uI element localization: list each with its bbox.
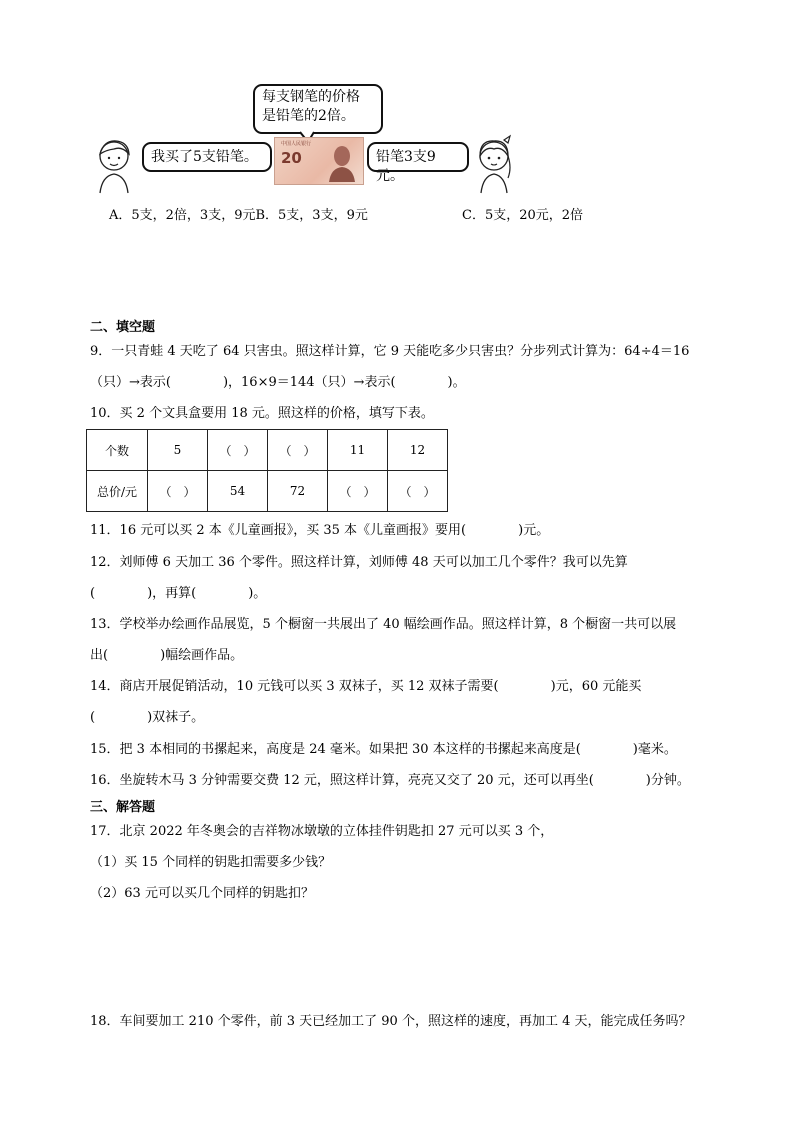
table-cell[interactable]: （ ） <box>328 471 388 512</box>
speech-text-left: 我买了5支铅笔。 <box>151 149 258 165</box>
banknote-value: 20 <box>281 149 302 167</box>
option-c[interactable]: C．5支，20元，2倍 <box>462 208 584 223</box>
speech-bubble-top <box>253 84 383 134</box>
question-14-line2: ( )双袜子。 <box>90 710 205 725</box>
question-13-line1: 13．学校举办绘画作品展览，5 个橱窗一共展出了 40 幅绘画作品。照这样计算，8 个橱窗一共可以展 <box>90 617 677 632</box>
table-row <box>87 430 448 471</box>
question-16: 16．坐旋转木马 3 分钟需要交费 12 元，照这样计算，亮亮又交了 20 元，还可以再坐( )分钟。 <box>90 773 690 788</box>
question-13-line2: 出( )幅绘画作品。 <box>90 648 244 663</box>
question-9-line1: 9．一只青蛙 4 天吃了 64 只害虫。照这样计算，它 9 天能吃多少只害虫？分步列式计算为：64÷4＝16 <box>90 344 690 359</box>
question-12-line2: ( )，再算( )。 <box>90 586 267 601</box>
question-14-line1: 14．商店开展促销活动，10 元钱可以买 3 双袜子，买 12 双袜子需要( )元，60 元能买 <box>90 679 642 694</box>
table-cell: 个数 <box>87 430 148 471</box>
price-table <box>86 429 448 512</box>
table-cell: 72 <box>268 471 328 512</box>
question-9-line2: （只）→表示( )，16×9＝144（只）→表示( )。 <box>90 375 466 390</box>
option-b[interactable]: B．5支，3支，9元 <box>255 208 368 223</box>
table-cell: 12 <box>388 430 448 471</box>
table-row <box>87 471 448 512</box>
table-cell: 54 <box>208 471 268 512</box>
speech-bubble-left <box>142 142 272 172</box>
table-cell[interactable]: （ ） <box>268 430 328 471</box>
table-cell[interactable]: （ ） <box>148 471 208 512</box>
question-15: 15．把 3 本相同的书摞起来，高度是 24 毫米。如果把 30 本这样的书摞起来高度是( )毫米。 <box>90 742 677 757</box>
question-11: 11．16 元可以买 2 本《儿童画报》，买 35 本《儿童画报》要用( )元。 <box>90 523 550 538</box>
speech-text-right: 铅笔3支9元。 <box>376 149 436 184</box>
question-17-part2: （2）63 元可以买几个同样的钥匙扣？ <box>90 886 314 901</box>
table-cell[interactable]: （ ） <box>388 471 448 512</box>
table-cell[interactable]: （ ） <box>208 430 268 471</box>
speech-text-top-line1: 每支钢笔的价格 <box>262 89 360 105</box>
table-cell: 11 <box>328 430 388 471</box>
option-a[interactable]: A．5支，2倍，3支，9元 <box>109 208 256 223</box>
speech-bubble-right <box>367 142 469 184</box>
table-cell: 5 <box>148 430 208 471</box>
question-17: 17．北京 2022 年冬奥会的吉祥物冰墩墩的立体挂件钥匙扣 27 元可以买 3 个， <box>90 824 554 839</box>
table-cell: 总价/元 <box>87 471 148 512</box>
girl-icon <box>472 134 518 194</box>
speech-text-top-line2: 是铅笔的2倍。 <box>262 108 355 124</box>
boy-icon <box>92 136 138 194</box>
section-title-fill-blank: 二、填空题 <box>90 320 156 335</box>
banknote-image <box>274 137 364 185</box>
portrait-icon <box>327 142 357 182</box>
banknote-header: 中国人民银行 <box>281 141 312 147</box>
question-17-part1: （1）买 15 个同样的钥匙扣需要多少钱？ <box>90 855 332 870</box>
question-12-line1: 12．刘师傅 6 天加工 36 个零件。照这样计算，刘师傅 48 天可以加工几个零件？我可以先算 <box>90 555 628 570</box>
question-10: 10．买 2 个文具盒要用 18 元。照这样的价格，填写下表。 <box>90 406 434 421</box>
section-title-answer: 三、解答题 <box>90 800 156 815</box>
options-row <box>109 206 368 226</box>
question-18: 18．车间要加工 210 个零件，前 3 天已经加工了 90 个，照这样的速度，再加工 4 天，能完成任务吗？ <box>90 1014 692 1029</box>
